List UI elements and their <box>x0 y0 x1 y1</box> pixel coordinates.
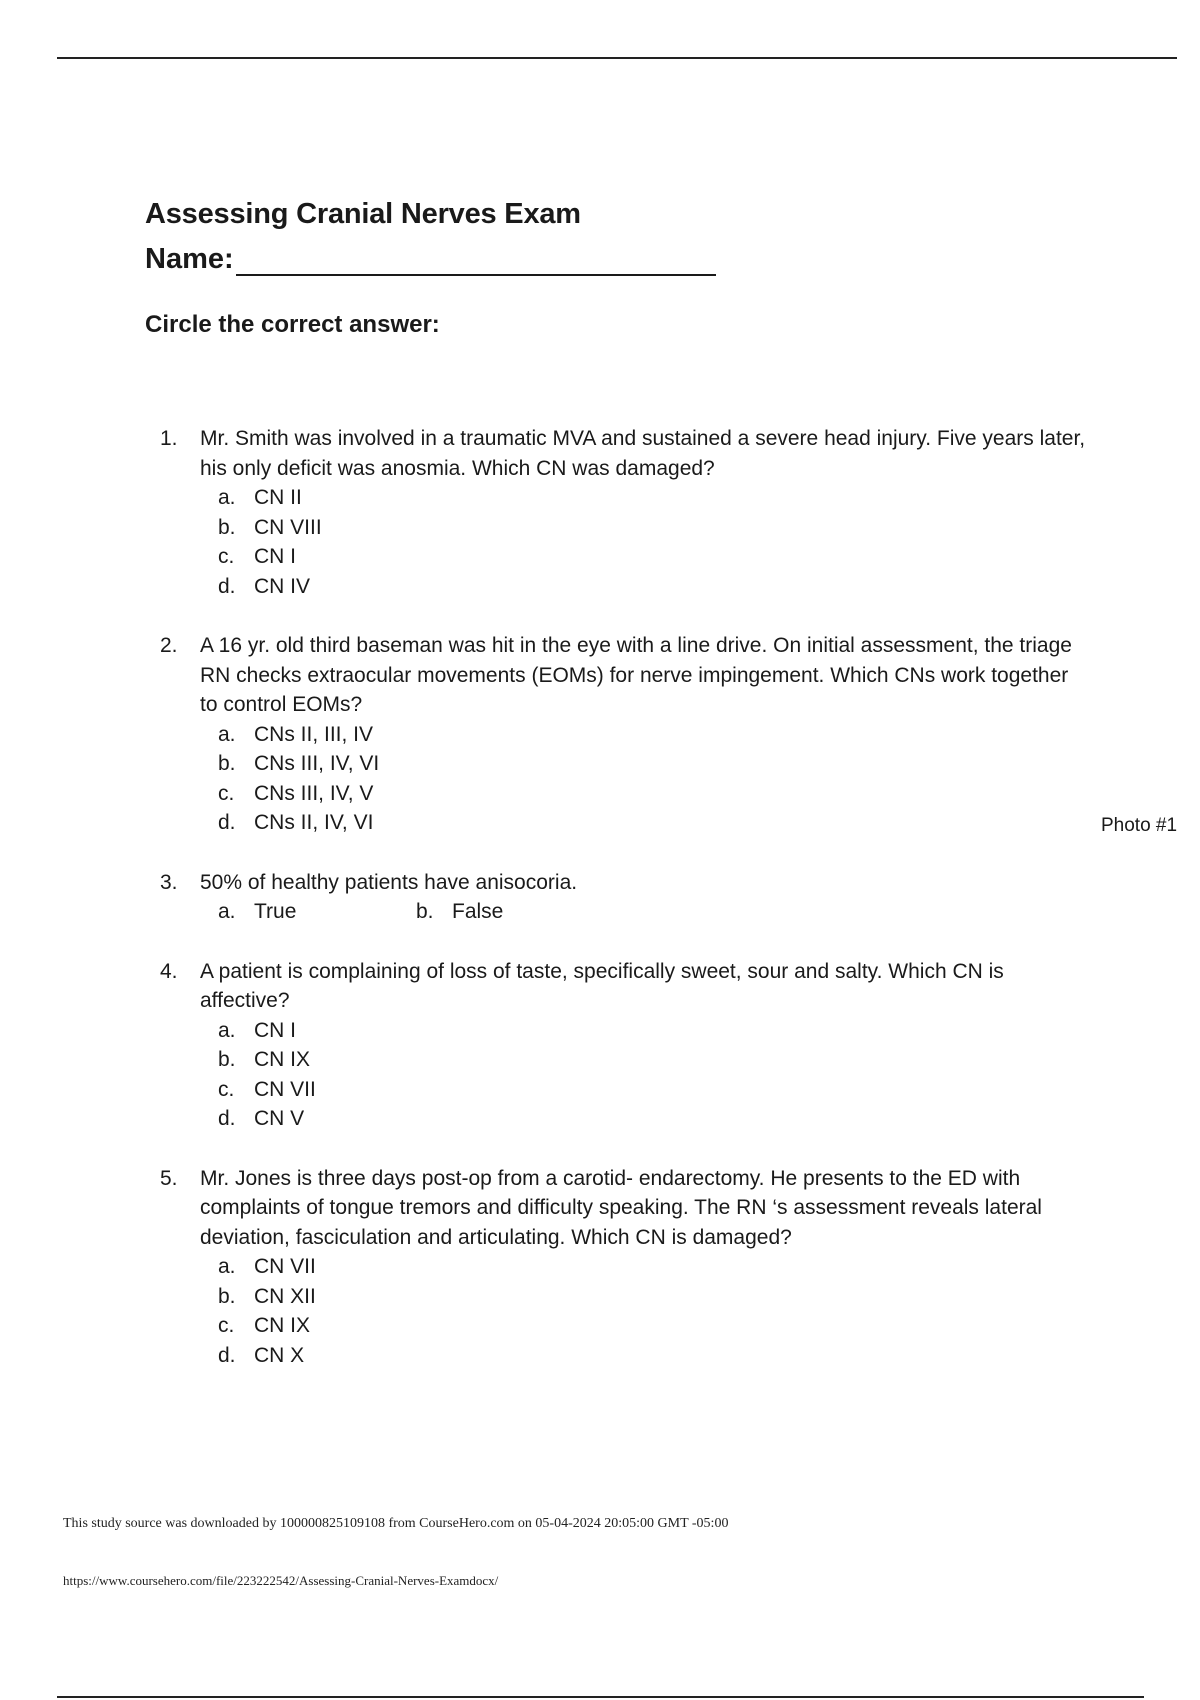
choice-letter: b. <box>218 752 236 775</box>
question-number: 2. <box>160 634 178 657</box>
bottom-divider <box>57 1696 1144 1698</box>
question-list <box>160 424 1090 1370</box>
choice-text: CN IV <box>254 574 311 598</box>
choice-list <box>200 1252 1090 1370</box>
question-text: 50% of healthy patients have anisocoria. <box>200 870 578 894</box>
name-blank-line <box>236 244 716 276</box>
choice-item <box>200 1045 1090 1075</box>
question-text: A patient is complaining of loss of taste, specifically sweet, sour and salty. Which CN is affective? <box>200 959 1004 1012</box>
choice-text: CN XII <box>254 1284 316 1308</box>
choice-letter: d. <box>218 1343 236 1367</box>
choice-text: False <box>452 900 504 923</box>
choice-text: CN IX <box>254 1314 311 1337</box>
choice-item <box>200 779 1090 809</box>
choice-item <box>200 749 1090 779</box>
choice-letter: b. <box>218 515 236 539</box>
question-1 <box>160 424 1090 601</box>
question-number: 1. <box>160 427 178 450</box>
choice-item <box>200 1282 1090 1312</box>
question-number: 4. <box>160 959 178 983</box>
question-number: 3. <box>160 870 178 894</box>
choice-letter: d. <box>218 811 236 834</box>
choice-text: CNs III, IV, V <box>254 781 374 805</box>
choice-letter: a. <box>218 1018 236 1042</box>
choice-item <box>200 1075 1090 1105</box>
choice-item <box>200 1252 1090 1282</box>
choice-item <box>200 1341 1090 1371</box>
choice-item <box>200 542 1090 572</box>
choice-letter: a. <box>218 486 236 509</box>
question-5 <box>160 1164 1090 1371</box>
choice-list-inline <box>200 897 1090 927</box>
choice-item <box>416 897 614 927</box>
question-text: Mr. Jones is three days post-op from a carotid- endarectomy. He presents to the ED with complaints of tongue tremors and difficulty speaking. The RN ‘s assessment reveals lateral deviation, fasciculation and articulating. Which CN is damaged? <box>200 1166 1042 1249</box>
footer-source-text: This study source was downloaded by 100000825109108 from CourseHero.com on 05-04-2024 20:05:00 GMT -05:00 <box>63 1516 729 1531</box>
choice-text: CN IX <box>254 1048 311 1071</box>
choice-text: True <box>254 900 297 923</box>
choice-text: CN VIII <box>254 515 322 539</box>
choice-text: CN V <box>254 1107 305 1130</box>
choice-list <box>200 483 1090 601</box>
choice-item <box>200 513 1090 543</box>
choice-item <box>200 572 1090 602</box>
choice-text: CN X <box>254 1343 305 1367</box>
question-4 <box>160 957 1090 1134</box>
choice-text: CNs II, III, IV <box>254 722 374 746</box>
question-2 <box>160 631 1090 838</box>
choice-text: CN II <box>254 486 302 509</box>
top-divider <box>57 57 1177 59</box>
name-label: Name: <box>145 243 234 275</box>
choice-text: CN VII <box>254 1255 316 1278</box>
choice-text: CNs III, IV, VI <box>254 752 380 775</box>
choice-letter: a. <box>218 900 236 923</box>
choice-item <box>200 483 1090 513</box>
choice-letter: a. <box>218 1255 236 1278</box>
question-number: 5. <box>160 1166 178 1190</box>
choice-letter: c. <box>218 781 235 805</box>
question-3 <box>160 868 1090 927</box>
choice-item <box>200 1104 1090 1134</box>
question-text: A 16 yr. old third baseman was hit in the eye with a line drive. On initial assessment, the triage RN checks extraocular movements (EOMs) for nerve impingement. Which CNs work together to control EOMs? <box>200 634 1072 716</box>
photo-label: Photo #1 <box>1101 815 1178 836</box>
name-field-row <box>145 243 716 276</box>
choice-letter: b. <box>218 1048 236 1071</box>
instruction-text: Circle the correct answer: <box>145 311 440 338</box>
choice-text: CN I <box>254 545 296 568</box>
choice-letter: d. <box>218 574 236 598</box>
choice-letter: a. <box>218 722 236 746</box>
choice-text: CN VII <box>254 1077 316 1101</box>
choice-letter: d. <box>218 1107 236 1130</box>
choice-list <box>200 720 1090 838</box>
choice-item <box>200 1311 1090 1341</box>
footer-url-link[interactable]: https://www.coursehero.com/file/223222542/Assessing-Cranial-Nerves-Examdocx/ <box>63 1573 499 1588</box>
choice-item <box>200 720 1090 750</box>
choice-item <box>218 897 416 927</box>
document-title: Assessing Cranial Nerves Exam <box>145 198 581 230</box>
choice-list <box>200 1016 1090 1134</box>
choice-item <box>200 1016 1090 1046</box>
choice-letter: b. <box>218 1284 236 1308</box>
choice-letter: c. <box>218 1314 235 1337</box>
choice-letter: c. <box>218 1077 235 1101</box>
choice-text: CN I <box>254 1018 296 1042</box>
choice-letter: c. <box>218 545 235 568</box>
choice-letter: b. <box>416 900 434 923</box>
choice-text: CNs II, IV, VI <box>254 811 374 834</box>
question-text: Mr. Smith was involved in a traumatic MVA and sustained a severe head injury. Five years later, his only deficit was anosmia. Which CN was damaged? <box>200 427 1086 480</box>
choice-item <box>200 808 1090 838</box>
